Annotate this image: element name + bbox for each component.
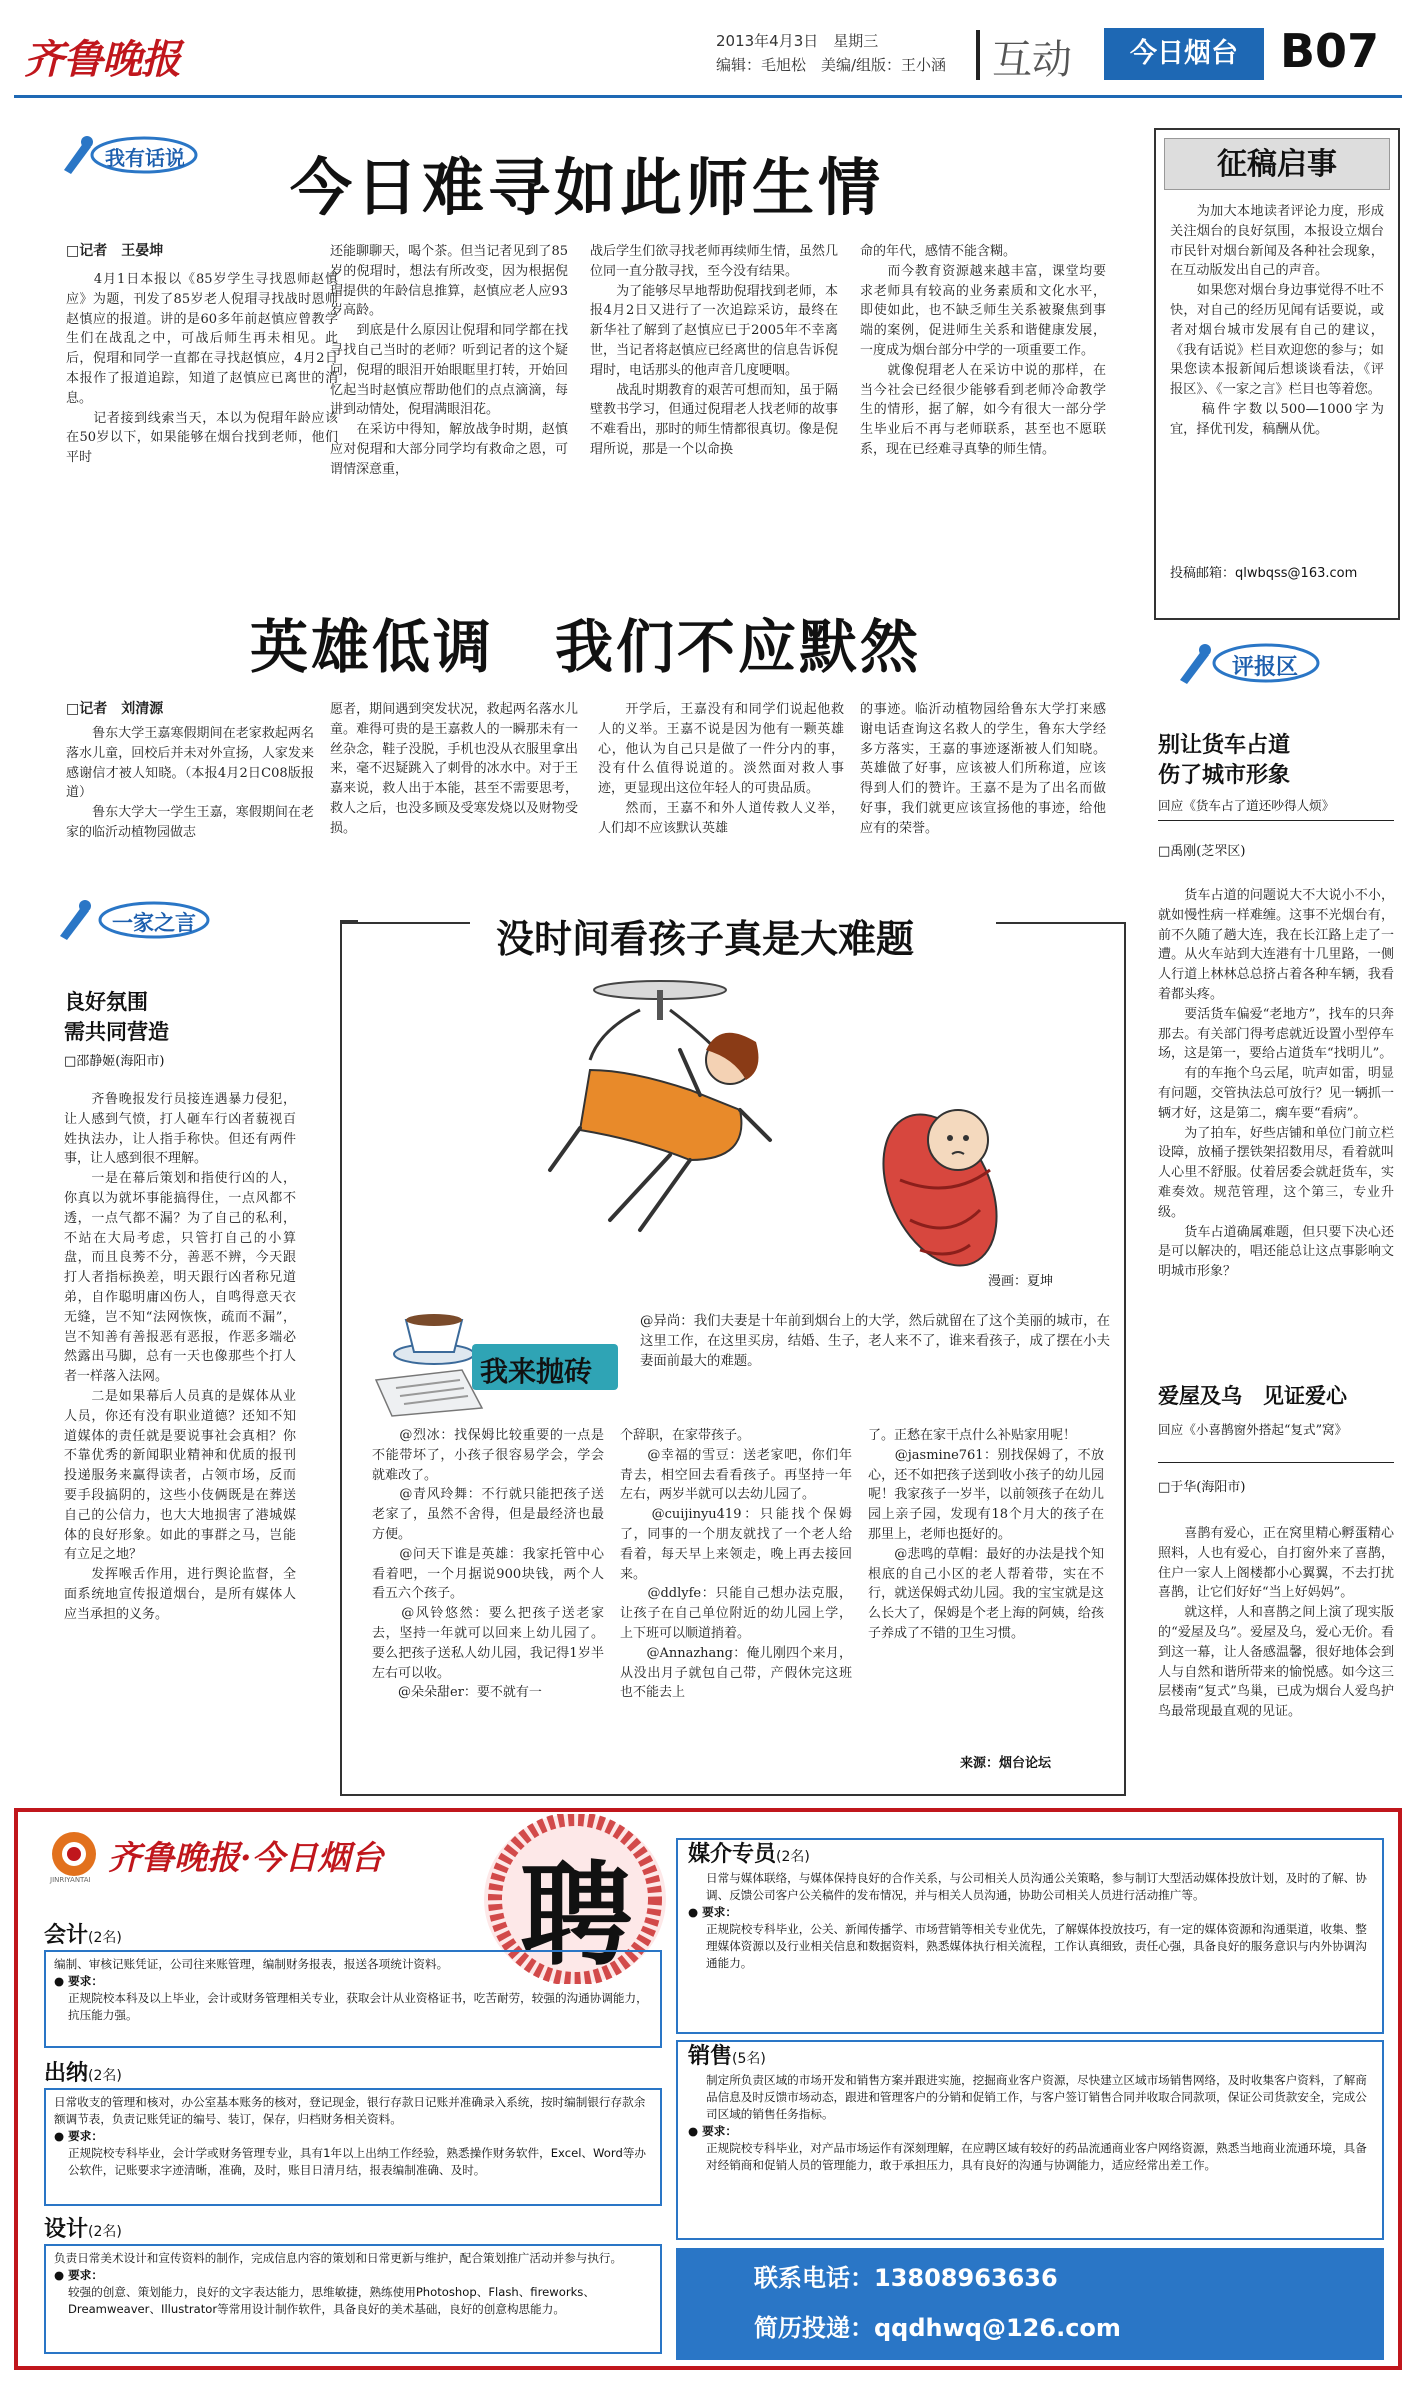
submission-notice xyxy=(1154,128,1400,620)
tag-brick: 我来抛砖 xyxy=(372,1300,622,1420)
flying-mother xyxy=(550,1010,770,1230)
job-accountant: 会计(2名) xyxy=(44,1923,122,1948)
notice-title: 征稿启事 xyxy=(1164,138,1390,190)
contact-box xyxy=(676,2248,1384,2360)
newspaper-icon xyxy=(376,1370,482,1416)
job-req: 正规院校专科毕业，会计学或财务管理专业，具有1年以上出纳工作经验，熟悉操作财务软件，Excel、Word等办公软件，记账要求字迹清晰，准确，及时，账目日清月结，报表编制准确、及时。 xyxy=(68,2146,647,2177)
cartoon-credit: 漫画：夏坤 xyxy=(988,1274,1054,1289)
issue-date: 2013年4月3日 星期三 xyxy=(716,32,879,50)
review1-byline: □禹刚(芝罘区) xyxy=(1158,844,1246,859)
review1-body: 货车占道的问题说大不大说小不小，就如慢性病一样难缠。这事不光烟台有，前不久随了趟大连，我在长江路上走了一遭。从火车站到大连港有十几里路，一侧人行道上林林总总挤占着各种车辆，我看着都头疼。 要活货车偏爱“老地方”，找车的只奔那去。有关部门得考虑就近设置小型停车场，这是第一，要给占道货车“找明儿”。 有的车拖个乌云尾，吭声如雷，明显有问题，交管执法总可放行？见一辆抓一辆才好，这是第二，瘸车要“看病”。 为了拍车，好些店铺和单位门前立栏设障，放桶子摆铁架招数用尽，看着就叫人心里不舒服。仗着居委会就赶货车，实难奏效。规范管理，这个第三，专业升级。 货车占道确属难题，但只要下决心还是可以解决的，唱还能总让这点事影响文明城市形象？ xyxy=(1158,888,1394,1280)
job-desc: 制定所负责区域的市场开发和销售方案并跟进实施，挖掘商业客户资源，尽快建立区域市场销售网络，及时收集客户资料，了解商品信息及时反馈市场动态，跟进和管理客户的分销和促销工作，与客户签订销售合同并收取合同款项，保证公司货款安全，完成公司区域的销售任务指标。 xyxy=(706,2073,1367,2121)
job-desc: 负责日常美术设计和宣传资料的制作，完成信息内容的策划和日常更新与维护，配合策划推广活动并参与执行。 xyxy=(54,2251,623,2265)
page-number: B07 xyxy=(1280,24,1380,78)
masthead: 齐鲁晚报 xyxy=(24,36,180,83)
article2-title: 英雄低调 我们不应默然 xyxy=(250,613,922,681)
coffee-cup-icon xyxy=(394,1314,474,1364)
job-req: 较强的创意、策划能力，良好的文字表达能力，思维敏捷，熟练使用Photoshop、Flash、fireworks、Dreamweaver、Illustrator等常用设计制作软件，具备良好的美术基础，良好的创意构思能力。 xyxy=(68,2285,595,2316)
article1-byline: □记者 王晏坤 xyxy=(66,243,164,259)
review2-title: 爱屋及乌 见证爱心 xyxy=(1158,1383,1347,1408)
article2-col1: 鲁东大学王嘉寒假期间在老家救起两名落水儿童，回校后并未对外宣扬，人家发来感谢信才被人知晓。（本报4月2日C08版报道） 鲁东大学大一学生王嘉，寒假期间在老家的临沂动植物园做志 xyxy=(66,726,314,840)
tag-my-say: 我有话说 xyxy=(58,134,198,176)
opinion-body: 齐鲁晚报发行员接连遇暴力侵犯，让人感到气愤，打人砸车行凶者藐视百姓执法办，让人指手称快。但还有两件事，让人感到很不理解。 一是在幕后策划和指使行凶的人，你真以为就坏事能搞得住，一点风都不透，一点气都不漏？为了自己的私利，不站在大局考虑，只管打自己的小算盘，而且良莠不分，善恶不辨，今天跟打人者指标换差，明天跟行凶者称兄道弟，自作聪明庸凶伤人，自鸣得意天衣无缝，岂不知“法网恢恢，疏而不漏”，岂不知善有善报恶有恶报，作恶多端必然露出马脚，总有一天也像那些个打人者一样落入法网。 二是如果幕后人员真的是媒体从业人员，你还有没有职业道德？还知不知道媒体的责任就是要说事社会真相？你不靠优秀的新闻职业精神和优质的报刊投递服务来赢得读者，占领市场，反而要手段搞阴的，这些小伎俩既是在葬送自己的公信力，也大大地损害了港城媒体的良好形象。如此的事群之马，岂能有立足之地？ 发挥喉舌作用，进行舆论监督，全面系统地宣传报道烟台，是所有媒体人应当承担的义务。 xyxy=(64,1092,296,1622)
notice-email: 投稿邮箱：qlwbqss@163.com xyxy=(1170,566,1358,581)
job-desc: 编制、审核记账凭证，公司往来账管理，编制财务报表，报送各项统计资料。 xyxy=(54,1957,449,1971)
review2-body: 喜鹊有爱心，正在窝里精心孵蛋精心照料，人也有爱心，自打窗外来了喜鹊，住户一家人上阁楼都小心翼翼，不去打扰喜鹊，让它们好好“当上好妈妈”。 就这样，人和喜鹊之间上演了现实版的“爱屋及乌”。爱屋及乌，爱心无价。看到这一幕，让人备感温馨，很好地体会到人与自然和谐所带来的愉悦感。如今这三层楼南“复式”鸟巢，已成为烟台人爱鸟护鸟最常现最直观的见证。 xyxy=(1158,1526,1394,1720)
job-sales: 销售(5名) 制定所负责区域的市场开发和销售方案并跟进实施，挖掘商业客户资源，尽快建立区域市场销售网络，及时收集客户资料，了解商品信息及时反馈市场动态，跟进和管理客户的分销和促销工作，与客户签订销售合同并收取合同款项，保证公司货款安全，完成公司区域的销售任务指标。 ● 要求： 正规院校专科毕业，对产品市场运作有深刻理解，在应聘区域有较好的药品流通商业客户网络资源，熟悉当地商业流通环境，具备对经销商和促销人员的管理能力，敢于承担压力，具有良好的沟通与协调能力，适应经常出差工作。 xyxy=(676,2040,1384,2240)
phone-label: 联系电话： xyxy=(754,2264,874,2292)
email-label: 简历投递： xyxy=(754,2314,874,2342)
article1-col2: 还能聊聊天，喝个茶。但当记者见到了85岁的倪瑁时，想法有所改变，因为根据倪瑁提供的年龄信息推算，赵慎应老人应93岁高龄。 到底是什么原因让倪瑁和同学都在找寻找自己当时的老师？听到记者的这个疑问，倪瑁的眼泪开始眼眶里打转，开始回忆起当时赵慎应帮助他们的点点滴滴，每讲到动情处，倪瑁满眼泪花。 在采访中得知，解放战争时期，赵慎应对倪瑁和大部分同学均有救命之恩，可谓情深意重， xyxy=(330,244,568,477)
job-req: 正规院校专科毕业，对产品市场运作有深刻理解，在应聘区域有较好的药品流通商业客户网络资源，熟悉当地商业流通环境，具备对经销商和促销人员的管理能力，敢于承担压力，具有良好的沟通与协调能力，适应经常出差工作。 xyxy=(706,2141,1367,2172)
sun-logo-icon xyxy=(50,1830,98,1878)
hiring-seal: 聘 xyxy=(484,1814,666,1984)
job-cashier: 出纳(2名) xyxy=(44,2061,122,2086)
article1-col1: 4月1日本报以《85岁学生寻找恩师赵慎应》为题，刊发了85岁老人倪瑁寻找战时恩师赵慎应的报道。讲的是60多年前赵慎应曾教学生们在战乱之中，可战后师生再未相见。此后，倪瑁和同学一直都在寻找赵慎应，4月2日本报作了报道追踪，知道了赵慎应已离世的消息。 记者接到线索当天，本以为倪瑁年龄应该在50岁以下，如果能够在烟台找到老师，他们平时 xyxy=(66,272,338,466)
recruit-logo: 齐鲁晚报·今日烟台 JINRIYANTAI xyxy=(50,1826,490,1882)
phone-number[interactable]: 13808963636 xyxy=(874,2264,1058,2292)
kids-title: 没时间看孩子真是大难题 xyxy=(496,917,915,961)
kids-intro: @异尚：我们夫妻是十年前到烟台上的大学，然后就留在了这个美丽的城市，在这里工作，在这里买房，结婚、生子，老人来不了，谁来看孩子，成了摆在小夫妻面前最大的难题。 xyxy=(640,1314,1110,1369)
section-name: 互动 xyxy=(992,37,1072,83)
notice-body: 为加大本地读者评论力度，形成关注烟台的良好氛围，本报设立烟台市民针对烟台新闻及各种社会现象，在互动版发出自己的声音。 如果您对烟台身边事觉得不吐不快，对自己的经历见闻有话要说，或者对烟台城市发展有自己的建议，《我有话说》栏目欢迎您的参与；如果您读本报新闻后想谈谈看法，《评报区》、《一家之言》栏目也等着您。 稿件字数以500—1000字为宜，择优刊发，稿酬从优。 xyxy=(1170,204,1384,437)
job-media-specialist: 媒介专员(2名) 日常与媒体联络，与媒体保持良好的合作关系，与公司相关人员沟通公关策略，参与制订大型活动媒体投放计划，及时的了解、协调、反馈公司客户公关稿件的发布情况，并与相关人员沟通，协助公司相关人员进行活动推广等。 ● 要求： 正规院校专科毕业，公关、新闻传播学、市场营销等相关专业优先，了解媒体投放技巧，有一定的媒体资源和沟通渠道，收集、整理媒体资源以及行业相关信息和数据资料，熟悉媒体执行相关流程，工作认真细致，责任心强，具备良好的服务意识与内外协调沟通能力。 xyxy=(676,1838,1384,2034)
article1-col4: 命的年代，感情不能含糊。 而今教育资源越来越丰富，课堂均要求老师具有较高的业务素质和文化水平，即使如此，也不缺乏师生关系被聚焦到事端的案例，促进师生关系和谐健康发展，一度成为烟台部分中学的一项重要工作。 就像倪瑁老人在采访中说的那样，在当今社会已经很少能够看到老师冷命教学生的情形，据了解，如今有很大一部分学生毕业后不再与老师联系，甚至也不愿联系，现在已经难寻真挚的师生情。 xyxy=(860,244,1106,457)
article1-col3: 战后学生们欲寻找老师再续师生情，虽然几位同一直分散寻找，至今没有结果。 为了能够尽早地帮助倪瑁找到老师，本报4月2日又进行了一次追踪采访，最终在新华社了解到了赵慎应已于2005年不幸离世，当记者将赵慎应已经离世的信息告诉倪瑁时，电话那头的他声音几度哽咽。 战乱时期教育的艰苦可想而知，虽于隔壁教书学习，但通过倪瑁老人找老师的故事不难看出，那时的师生情都很真切。像是倪瑁所说，那是一个以命换 xyxy=(590,244,838,457)
job-req: 正规院校本科及以上毕业，会计或财务管理相关专业，获取会计从业资格证书，吃苦耐劳，较强的沟通协调能力，抗压能力强。 xyxy=(68,1991,648,2022)
review2-byline: □于华(海阳市) xyxy=(1158,1480,1246,1495)
tag-my-view: 一家之言 xyxy=(52,898,212,942)
job-desc: 日常与媒体联络，与媒体保持良好的合作关系，与公司相关人员沟通公关策略，参与制订大型活动媒体投放计划，及时的了解、协调、反馈公司客户公关稿件的发布情况，并与相关人员沟通，协助公司相关人员进行活动推广等。 xyxy=(706,1871,1367,1902)
review2-source: 回应《小喜鹊窗外搭起“复式”窝》 xyxy=(1158,1422,1348,1437)
review1-title: 别让货车占道 xyxy=(1158,732,1291,758)
job-designer: 设计(2名) xyxy=(44,2217,122,2242)
propeller-icon xyxy=(594,981,726,1020)
job-desc: 日常收支的管理和核对，办公室基本账务的核对，登记现金，银行存款日记账并准确录入系统，按时编制银行存款余额调节表，负责记账凭证的编号、装订，保存，归档财务相关资料。 xyxy=(54,2095,646,2126)
kids-comments-col3: 了。正愁在家干点什么补贴家用呢！ @jasmine761：别找保姆了，不放心，还不如把孩子送到收小孩子的幼儿园呢！我家孩子一岁半，以前领孩子在幼儿园上亲子园，发现有18个月大的孩子在那里上，老师也挺好的。 @悲鸣的草帽：最好的办法是找个知根底的自己小区的老人帮着带，实在不行，就送保姆式幼儿园。我的宝宝就是这么长大了，保姆是个老上海的阿姨，给孩子养成了不错的卫生习惯。 xyxy=(868,1428,1104,1641)
opinion-title: 良好氛围 xyxy=(64,989,148,1014)
article2-col2: 愿者，期间遇到突发状况，救起两名落水儿童。难得可贵的是王嘉救人的一瞬那未有一丝杂念，鞋子没脱，手机也没从衣服里拿出来，毫不迟疑跳入了刺骨的冰水中。对于王嘉来说，救人出于本能，甚至不需要思考，救人之后，也没多顾及受寒发烧以及财物受损。 xyxy=(330,702,578,836)
resume-email[interactable]: qqdhwq@126.com xyxy=(874,2314,1121,2342)
article2-col3: 开学后，王嘉没有和同学们说起他救人的义举。王嘉不说是因为他有一颗英雄心，他认为自己只是做了一件分内的事，没有什么值得说道的。淡然面对救人事迹，更显现出这位年轻人的可贵品质。 然而，王嘉不和外人道传救人义举，人们却不应该默认英雄 xyxy=(598,702,844,836)
kids-source: 来源：烟台论坛 xyxy=(960,1756,1052,1771)
cartoon-illustration xyxy=(520,970,1060,1280)
baby-in-blanket xyxy=(861,1096,1019,1280)
article1-title: 今日难寻如此师生情 xyxy=(290,151,885,224)
editors: 编辑：毛旭松 美编/组版：王小涵 xyxy=(716,56,947,74)
opinion-byline: □邵静姬(海阳市) xyxy=(64,1054,165,1069)
job-req: 正规院校专科毕业，公关、新闻传播学、市场营销等相关专业优先，了解媒体投放技巧，有一定的媒体资源和沟通渠道，收集、整理媒体资源以及行业相关信息和数据资料，熟悉媒体执行相关流程，工作认真细致，责任心强，具备良好的服务意识与内外协调沟通能力。 xyxy=(706,1922,1367,1970)
kids-comments-col1: @烈冰：找保姆比较重要的一点是不能带坏了，小孩子很容易学会，学会就难改了。 @青风玲舞：不行就只能把孩子送老家了，虽然不舍得，但是最经济也最方便。 @问天下谁是英雄：我家托管中心看着吧，一个月据说900块钱，两个人看五六个孩子。 @风铃悠然：要么把孩子送老家去，坚持一年就可以回来上幼儿园了。要么把孩子送私人幼儿园，我记得1岁半左右可以收。 @朵朵甜er：要不就有一 xyxy=(372,1428,604,1701)
opinion-title-line2: 需共同营造 xyxy=(64,1019,169,1044)
article2-byline: □记者 刘清源 xyxy=(66,701,164,717)
article2-col4: 的事迹。临沂动植物园给鲁东大学打来感谢电话查询这名救人的学生，鲁东大学经多方落实，王嘉的事迹逐渐被人们知晓。英雄做了好事，应该被人们所称道，应该得到人们的赞许。王嘉不是为了出名而做好事，我们就更应该宣扬他的事迹，给他应有的荣誉。 xyxy=(860,702,1106,836)
page-name-box: 今日烟台 xyxy=(1104,28,1264,80)
review1-title-line2: 伤了城市形象 xyxy=(1158,762,1291,788)
tag-comment: 评报区 xyxy=(1170,640,1320,686)
review1-source: 回应《货车占了道还吵得人烦》 xyxy=(1158,798,1335,813)
kids-comments-col2: 个辞职，在家带孩子。 @幸福的雪豆：送老家吧，你们年青去，相空回去看看孩子。再坚持一年左右，两岁半就可以去幼儿园了。 @cuijinyu419：只能找个保姆了，同事的一个朋友就找了一个老人给看着，每天早上来领走，晚上再去接回来。 @ddlyfe：只能自己想办法克服，让孩子在自己单位附近的幼儿园上学，上下班可以顺道捎着。 @Annazhang：俺儿刚四个来月，从没出月子就包自己带，产假休完这班也不能去上 xyxy=(620,1428,852,1701)
